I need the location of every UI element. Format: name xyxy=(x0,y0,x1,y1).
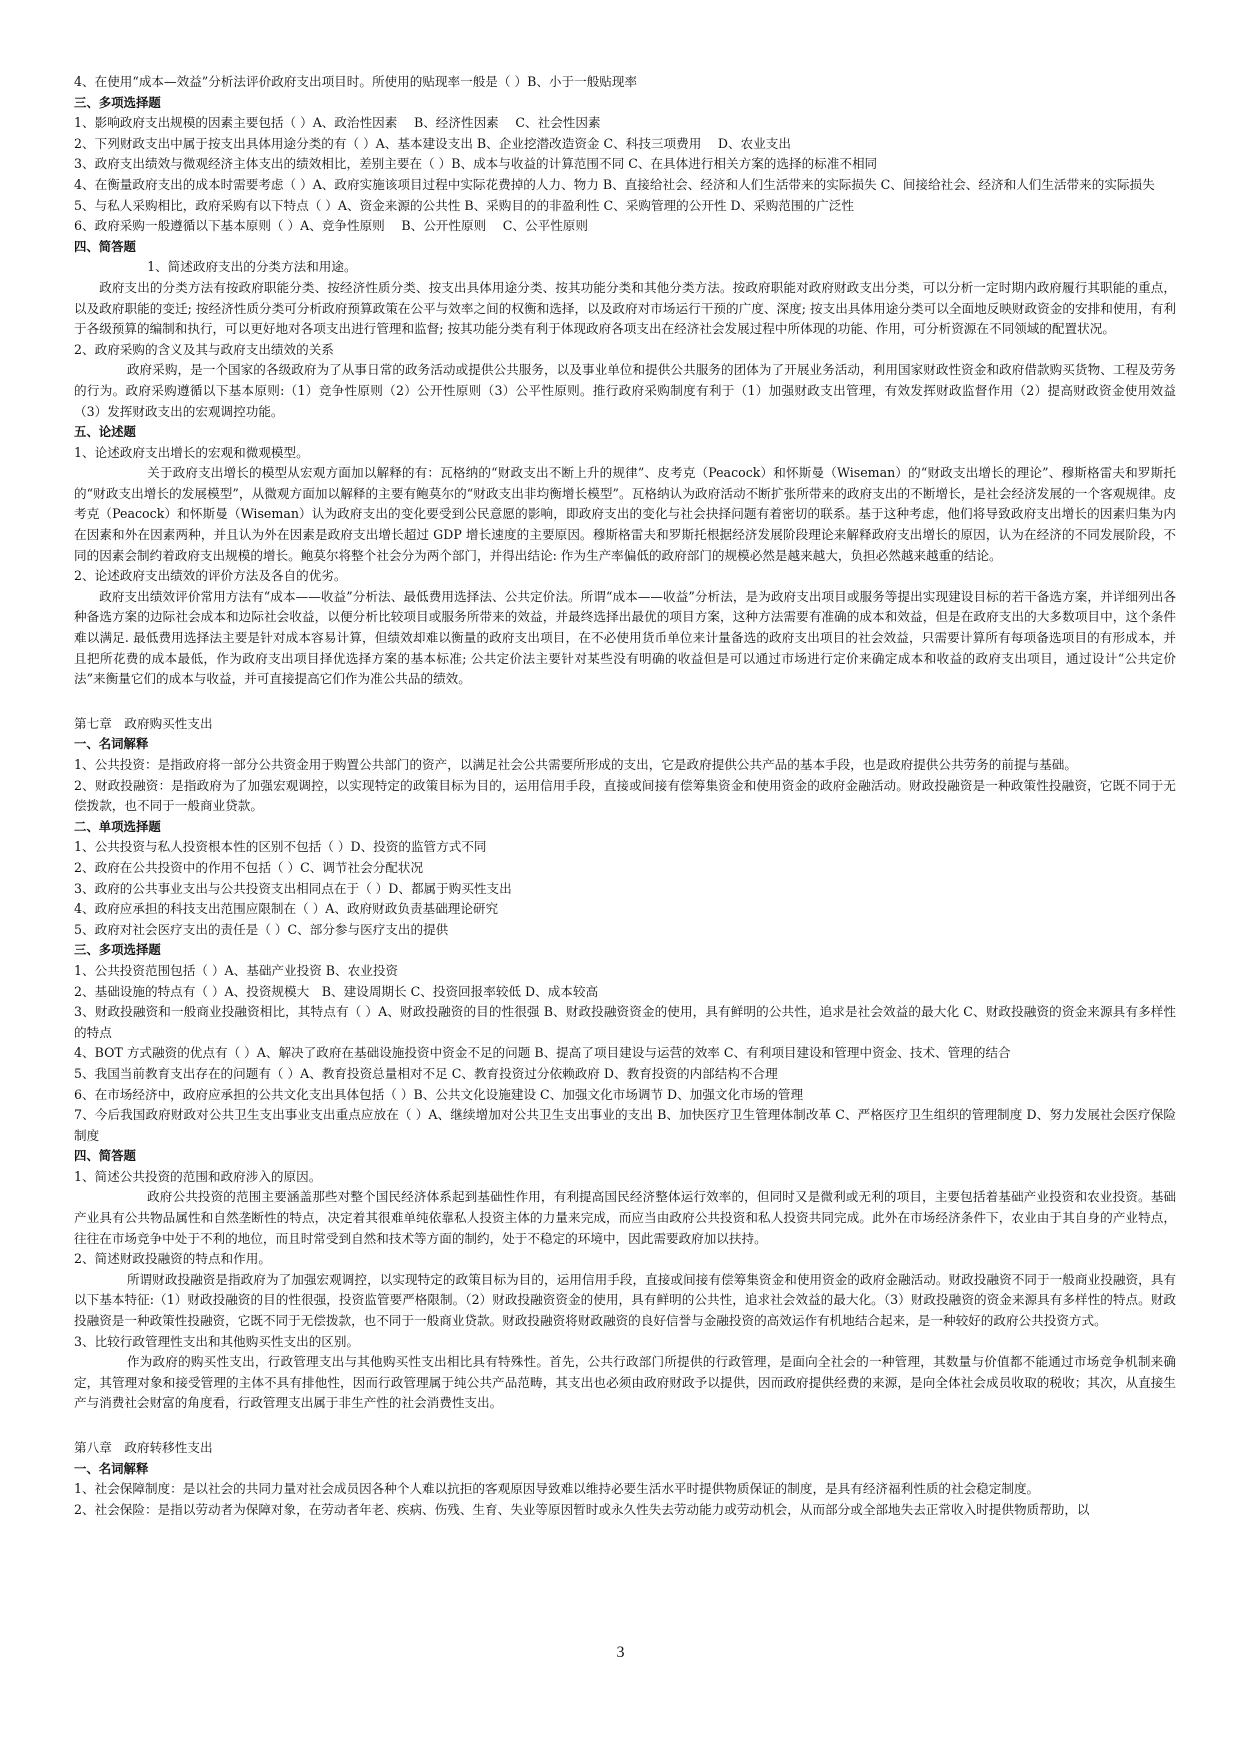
list-item: 6、政府采购一般遵循以下基本原则（ ）A、竞争性原则 B、公开性原则 C、公平性原则 xyxy=(74,218,588,234)
section-heading: 三、多项选择题 xyxy=(74,94,161,110)
list-item: 5、我国当前教育支出存在的问题有（ ）A、教育投资总量相对不足 C、教育投资过分依赖政府 D、教育投资的内部结构不合理 xyxy=(74,1065,778,1081)
question: 2、简述财政投融资的特点和作用。 xyxy=(74,1251,271,1267)
term-definition: 1、社会保障制度：是以社会的共同力量对社会成员因各种个人难以抗拒的客观原因导致难以维持必要生活水平时提供物质保证的制度，是具有经济福利性质的社会稳定制度。 xyxy=(74,1481,1040,1497)
term-definition: 1、公共投资：是指政府将一部分公共资金用于购置公共部门的资产，以满足社会公共需要所形成的支出，它是政府提供公共产品的基本手段，也是政府提供公共劳务的前提与基础。 xyxy=(74,757,1077,772)
list-item: 7、今后我国政府财政对公共卫生支出事业支出重点应放在（ ）A、继续增加对公共卫生支出事业的支出 B、加快医疗卫生管理体制改革 C、严格医疗卫生组织的管理制度 D、努力发展社会医疗保险制度 xyxy=(74,1107,1176,1143)
question: 1、论述政府支出增长的宏观和微观模型。 xyxy=(74,444,309,460)
answer-paragraph: 政府公共投资的范围主要涵盖那些对整个国民经济体系起到基础性作用，有利提高国民经济整体运行效率的，但同时又是微利或无利的项目，主要包括着基础产业投资和农业投资。基础产业具有公共物品属性和自然垄断性的特点，决定着其很难单纯依靠私人投资主体的力量来完成，而应当由政府公共投资和私人投资共同完成。此外在市场经济条件下，农业由于其自身的产业特点，往往在市场竞争中处于不利的地位，而且时常受到自然和技术等方面的制约，处于不稳定的环境中，因此需要政府加以扶持。 xyxy=(74,1189,1176,1246)
chapter-title: 第七章 政府购买性支出 xyxy=(74,715,213,731)
list-item: 6、在市场经济中，政府应承担的公共文化支出具体包括（ ）B、公共文化设施建设 C、加强文化市场调节 D、加强文化市场的管理 xyxy=(74,1086,804,1102)
section-heading: 一、名词解释 xyxy=(74,1460,149,1476)
list-item: 2、下列财政支出中属于按支出具体用途分类的有（ ）A、基本建设支出 B、企业挖潜改造资金 C、科技三项费用 D、农业支出 xyxy=(74,135,791,151)
answer-paragraph: 政府支出绩效评价常用方法有“成本——收益”分析法、最低费用选择法、公共定价法。所谓“成本——收益”分析法，是为政府支出项目或服务等提出实现建设目标的若干备选方案，并详细列出各种备选方案的边际社会成本和边际社会收益，以便分析比较项目或服务所带来的效益，并最终选择出最优的项目方案，这种方法需要有准确的成本和效益，但是在政府支出的大多数项目中，这个条件难以满足. 最低费用选择法主要是针对成本容易计算，但绩效却难以衡量的政府支出项目，在不必使用货币单位来计量备选的政府支出项目的社会效益，只需要计算所有每项备选项目的有形成本，并且把所花费的成本最低，作为政府支出项目择优选择方案的基本标准; 公共定价法主要针对某些没有明确的收益但是可以通过市场进行定价来确定成本和收益的政府支出项目，通过设计“公共定价法”来衡量它们的成本与收益，并可直接提高它们作为准公共品的绩效。 xyxy=(74,588,1176,687)
answer-paragraph: 政府采购，是一个国家的各级政府为了从事日常的政务活动或提供公共服务，以及事业单位和提供公共服务的团体为了开展业务活动，利用国家财政性资金和政府借款购买货物、工程及劳务的行为。政府采购遵循以下基本原则:（1）竞争性原则（2）公开性原则（3）公平性原则。推行政府采购制度有利于（1）加强财政支出管理，有效发挥财政监督作用（2）提高财政资金使用效益（3）发挥财政支出的宏观调控功能。 xyxy=(74,362,1176,419)
document-body xyxy=(74,72,1176,1520)
list-item: 1、影响政府支出规模的因素主要包括（ ）A、政治性因素 B、经济性因素 C、社会性因素 xyxy=(74,115,601,131)
section-heading: 三、多项选择题 xyxy=(74,942,161,958)
chapter-title: 第八章 政府转移性支出 xyxy=(74,1440,213,1455)
term-definition: 2、社会保险：是指以劳动者为保障对象，在劳动者年老、疾病、伤残、生育、失业等原因暂时或永久性失去劳动能力或劳动机会，从而部分或全部地失去正常收入时提供物质帮助，以 xyxy=(74,1501,1090,1517)
section-heading: 四、简答题 xyxy=(74,1148,136,1164)
section-heading: 五、论述题 xyxy=(74,424,136,440)
answer-paragraph: 所谓财政投融资是指政府为了加强宏观调控，以实现特定的政策目标为目的，运用信用手段，直接或间接有偿筹集资金和使用资金的政府金融活动。财政投融资不同于一般商业投融资，具有以下基本特征:（1）财政投融资的目的性很强，投资监管要严格限制。（2）财政投融资资金的使用，具有鲜明的公共性，追求社会效益的最大化。（3）财政投融资的资金来源具有多样性的特点。财政投融资是一种政策性投融资，它既不同于无偿拨款，也不同于一般商业贷款。财政投融资将财政融资的良好信誉与金融投资的高效运作有机地结合起来，是一种较好的政府公共投资方式。 xyxy=(74,1271,1176,1329)
section-heading: 二、单项选择题 xyxy=(74,818,161,834)
list-item: 4、政府应承担的科技支出范围应限制在（ ）A、政府财政负责基础理论研究 xyxy=(74,901,499,917)
question: 1、简述政府支出的分类方法和用途。 xyxy=(147,259,357,275)
list-item: 2、政府在公共投资中的作用不包括（ ）C、调节社会分配状况 xyxy=(74,859,424,875)
answer-paragraph: 关于政府支出增长的模型从宏观方面加以解释的有：瓦格纳的“财政支出不断上升的规律”、皮考克（Peacock）和怀斯曼（Wiseman）的“财政支出增长的理论”、穆斯格雷夫和罗斯托的“财政支出增长的发展模型”，从微观方面加以解释的主要有鲍莫尔的“财政支出非均衡增长模型”。瓦格纳认为政府活动不断扩张所带来的政府支出的不断增长，是社会经济发展的一个客观规律。皮考克（Peacock）和怀斯曼（Wiseman）认为政府支出的变化要受到公民意愿的影响，即政府支出的变化与社会抉择问题有着密切的联系。基于这种考虑，他们将导致政府支出增长的因素归集为内在因素和外在因素两种，并且认为外在因素是政府支出增长超过 GDP 增长速度的主要原因。穆斯格雷夫和罗斯托根据经济发展阶段理论来解释政府支出增长的原因，认为在经济的不同发展阶段，不同的因素会制约着政府支出规模的增长。鲍莫尔将整个社会分为两个部门，并得出结论: 作为生产率偏低的政府部门的规模必然是越来越大，负担必然越来越重的结论。 xyxy=(74,465,1176,563)
question: 3、比较行政管理性支出和其他购买性支出的区别。 xyxy=(74,1333,360,1349)
mc-question: 4、在使用“成本—效益”分析法评价政府支出项目时。所使用的贴现率一般是（ ）B、小于一般贴现率 xyxy=(74,74,638,89)
list-item: 5、政府对社会医疗支出的责任是（ ）C、部分参与医疗支出的提供 xyxy=(74,921,449,937)
section-heading: 一、名词解释 xyxy=(74,736,149,752)
term-definition: 2、财政投融资：是指政府为了加强宏观调控，以实现特定的政策目标为目的，运用信用手段，直接或间接有偿筹集资金和使用资金的政府金融活动。财政投融资是一种政策性投融资，它既不同于无偿拨款，也不同于一般商业贷款。 xyxy=(74,777,1176,814)
question: 2、政府采购的含义及其与政府支出绩效的关系 xyxy=(74,341,334,357)
list-item: 2、基础设施的特点有（ ）A、投资规模大 B、建设周期长 C、投资回报率较低 D、成本较高 xyxy=(74,983,599,999)
list-item: 3、政府的公共事业支出与公共投资支出相同点在于（ ）D、都属于购买性支出 xyxy=(74,880,512,896)
list-item: 4、在衡量政府支出的成本时需要考虑（ ）A、政府实施该项目过程中实际花费掉的人力、物力 B、直接给社会、经济和人们生活带来的实际损失 C、间接给社会、经济和人们生活带来的实际损失 xyxy=(74,176,1155,192)
list-item: 3、政府支出绩效与微观经济主体支出的绩效相比，差别主要在（ ）B、成本与收益的计算范围不同 C、在具体进行相关方案的选择的标准不相同 xyxy=(74,156,878,172)
list-item: 1、公共投资与私人投资根本性的区别不包括（ ）D、投资的监管方式不同 xyxy=(74,839,487,855)
answer-paragraph: 作为政府的购买性支出，行政管理支出与其他购买性支出相比具有特殊性。首先，公共行政部门所提供的行政管理，是面向全社会的一种管理，其数量与价值都不能通过市场竞争机制来确定，其管理对象和接受管理的主体不具有排他性，因而行政管理属于纯公共产品范畴，其支出也必须由政府财政予以提供，因而政府提供经费的来源，是向全体社会成员收取的税收；其次，从直接生产与消费社会财富的角度看，行政管理支出属于非生产性的社会消费性支出。 xyxy=(74,1354,1176,1411)
section-heading: 四、简答题 xyxy=(74,238,136,254)
list-item: 5、与私人采购相比，政府采购有以下特点（ ）A、资金来源的公共性 B、采购目的的非盈利性 C、采购管理的公开性 D、采购范围的广泛性 xyxy=(74,197,854,213)
list-item: 4、BOT 方式融资的优点有（ ）A、解决了政府在基础设施投资中资金不足的问题 B、提高了项目建设与运营的效率 C、有利项目建设和管理中资金、技术、管理的结合 xyxy=(74,1045,1011,1061)
list-item: 3、财政投融资和一般商业投融资相比，其特点有（ ）A、财政投融资的目的性很强 B、财政投融资资金的使用，具有鲜明的公共性，追求是社会效益的最大化 C、财政投融资的资金来源具有多样性的特点 xyxy=(74,1004,1176,1040)
question: 1、简述公共投资的范围和政府涉入的原因。 xyxy=(74,1168,322,1184)
question: 2、论述政府支出绩效的评价方法及各自的优劣。 xyxy=(74,568,347,584)
answer-paragraph: 政府支出的分类方法有按政府职能分类、按经济性质分类、按支出具体用途分类、按其功能分类和其他分类方法。按政府职能对政府财政支出分类，可以分析一定时期内政府履行其职能的重点，以及政府职能的变迁; 按经济性质分类可分析政府预算政策在公平与效率之间的权衡和选择，以及政府对市场运行干预的广度、深度; 按支出具体用途分类可以全面地反映财政资金的安排和使用，有利于各级预算的编制和执行，可以更好地对各项支出进行管理和监督; 按其功能分类有利于体现政府各项支出在经济社会发展过程中所体现的功能、作用，可分析资源在不同领域的配置状况。 xyxy=(74,279,1176,337)
list-item: 1、公共投资范围包括（ ）A、基础产业投资 B、农业投资 xyxy=(74,962,399,978)
page-number: 3 xyxy=(616,1644,625,1661)
